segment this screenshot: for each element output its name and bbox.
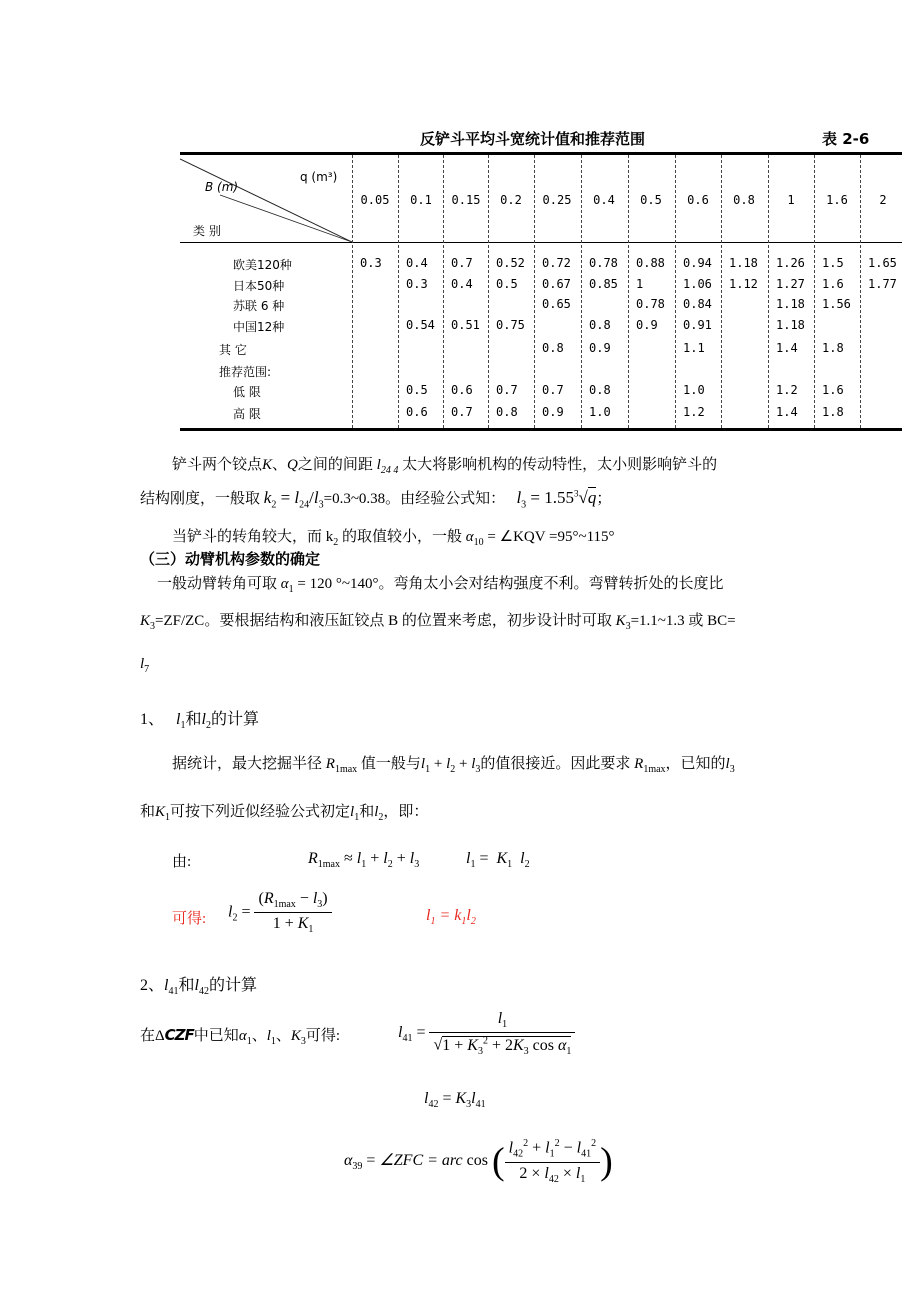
- column-header: 0.5: [640, 193, 662, 207]
- table-cell: 1.6: [822, 383, 844, 397]
- table-cell: 1: [636, 277, 644, 291]
- column-header: 0.05: [360, 193, 390, 207]
- column-header: 1: [787, 193, 795, 207]
- table-cell: 0.91: [683, 318, 712, 332]
- table-cell: 0.94: [683, 256, 712, 270]
- heading-2: 2、$l_{41}$和$l_{42}$的计算: [140, 977, 257, 998]
- table-cell: 0.78: [589, 256, 618, 270]
- column-header: 0.25: [542, 193, 572, 207]
- table-cell: 0.9: [636, 318, 658, 332]
- table-cell: 0.51: [451, 318, 480, 332]
- paragraph-7: 据统计，最大挖掘半径 $R_{1max}$ 值一般与$l_1 + l_2 + l_3$的值很接近。因此要求 $R_{1max}$，已知的$l_3$: [172, 756, 735, 775]
- paragraph-5: $K_3=ZF/ZC$。要根据结构和液压缸铰点 B 的位置来考虑，初步设计时可取 $K_3=1.1\sim 1.3$ 或 BC=: [140, 613, 736, 632]
- table-cell: 0.8: [589, 318, 611, 332]
- paragraph-1: 铲斗两个铰点K、Q之间的间距 $l_{24 4}$ 太大将影响机构的传动特性，太小则影响铲斗的: [172, 457, 718, 476]
- table: [0, 0, 920, 440]
- table-cell: 0.72: [542, 256, 571, 270]
- table-cell: 1.18: [776, 297, 805, 311]
- table-cell: 1.0: [589, 405, 611, 419]
- table-cell: 1.0: [683, 383, 705, 397]
- table-cell: 1.8: [822, 405, 844, 419]
- table-cell: 0.5: [406, 383, 428, 397]
- column-header: 0.6: [687, 193, 709, 207]
- row-label: 欧美120种: [233, 258, 292, 272]
- table-cell: 0.78: [636, 297, 665, 311]
- table-cell: 0.8: [589, 383, 611, 397]
- formula-r1max: $R_{1max} \approx l_1 + l_2 + l_3$: [308, 850, 420, 871]
- paragraph-8: 和$K_1$可按下列近似经验公式初定$l_1$和$l_2$，即：: [140, 804, 429, 823]
- table-cell: 1.06: [683, 277, 712, 291]
- table-cell: 0.67: [542, 277, 571, 291]
- kede-label: 可得:: [172, 911, 207, 927]
- formula-l41: $l_{41}$ = $\frac{l_1}{√1 + K_3^2 + 2K_3 \cos \alpha_1}$: [398, 1010, 575, 1057]
- table-cell: 0.7: [451, 405, 473, 419]
- paragraph-9: 在ΔCZF中已知$\alpha_1$、$l_1$、$K_3$可得:: [140, 1026, 341, 1047]
- table-cell: 0.7: [496, 383, 518, 397]
- table-cell: 1.27: [776, 277, 805, 291]
- paragraph-3: 当铲斗的转角较大，而 $k_2$ 的取值较小，一般 $\alpha_{10}$ = ∠KQV =95°~115°: [172, 529, 615, 548]
- corner-top: q (m³): [300, 170, 338, 184]
- you-label: 由:: [172, 854, 192, 870]
- row-label: 低 限: [233, 385, 261, 399]
- paragraph-6: $l_7$: [140, 656, 150, 675]
- table-title: 反铲斗平均斗宽统计值和推荐范围: [420, 130, 646, 148]
- table-header-rule: [180, 242, 902, 243]
- table-cell: 0.9: [542, 405, 564, 419]
- heading-1: 1、 $l_1$和$l_2$的计算: [140, 711, 259, 732]
- table-cell: 1.2: [776, 383, 798, 397]
- table-cell: 0.52: [496, 256, 525, 270]
- table-cell: 1.1: [683, 341, 705, 355]
- table-cell: 0.54: [406, 318, 435, 332]
- row-label: 其 它: [219, 343, 247, 357]
- table-cell: 1.65: [868, 256, 897, 270]
- table-cell: 0.84: [683, 297, 712, 311]
- table-cell: 1.12: [729, 277, 758, 291]
- table-cell: 1.6: [822, 277, 844, 291]
- table-cell: 0.88: [636, 256, 665, 270]
- table-cell: 0.7: [451, 256, 473, 270]
- table-number: 表 2-6: [822, 130, 870, 148]
- row-label: 苏联 6 种: [233, 299, 285, 313]
- table-cell: 0.4: [406, 256, 428, 270]
- column-header: 0.4: [593, 193, 615, 207]
- paragraph-4: 一般动臂转角可取 $\alpha_1 = 120$ °~140°。弯角太小会对结构强度不利。弯臂转折处的长度比: [157, 576, 724, 595]
- column-header: 0.8: [733, 193, 755, 207]
- table-cell: 0.8: [496, 405, 518, 419]
- table-cell: 0.65: [542, 297, 571, 311]
- row-label: 高 限: [233, 407, 261, 421]
- column-header: 1.6: [826, 193, 848, 207]
- table-cell: 1.77: [868, 277, 897, 291]
- table-cell: 0.8: [542, 341, 564, 355]
- table-cell: 1.8: [822, 341, 844, 355]
- table-cell: 1.56: [822, 297, 851, 311]
- table-cell: 0.7: [542, 383, 564, 397]
- table-cell: 0.6: [451, 383, 473, 397]
- table-cell: 0.85: [589, 277, 618, 291]
- formula-l42: $l_{42} = K_3l_{41}$: [424, 1090, 486, 1111]
- table-cell: 0.6: [406, 405, 428, 419]
- table-cell: 1.18: [729, 256, 758, 270]
- table-cell: 1.5: [822, 256, 844, 270]
- column-header: 0.1: [410, 193, 432, 207]
- formula-l1-red: $l_1 = k_1l_2$: [426, 907, 476, 928]
- table-cell: 0.4: [451, 277, 473, 291]
- table-cell: 1.18: [776, 318, 805, 332]
- table-bottom-rule: [180, 428, 902, 431]
- table-cell: 1.4: [776, 341, 798, 355]
- corner-bottom: 类 别: [193, 224, 221, 238]
- table-cell: 1.2: [683, 405, 705, 419]
- column-header: 0.15: [451, 193, 481, 207]
- table-cell: 1.4: [776, 405, 798, 419]
- section-3-heading: （三）动臂机构参数的确定: [140, 550, 321, 568]
- table-cell: 0.3: [360, 256, 382, 270]
- column-header: 0.2: [500, 193, 522, 207]
- corner-mid: B (m): [205, 180, 239, 194]
- formula-l1: $l_1 = K_1$ $l_2$: [466, 850, 530, 871]
- paragraph-2: 结构刚度，一般取 $k_2$ = $l_{24}/l_3=0.3\sim 0.38$。由经验公式知： $l_3 = 1.55^3√q$；: [140, 488, 612, 511]
- row-label: 推荐范围:: [219, 365, 272, 379]
- formula-alpha39: $\alpha_{39}$ = ∠ZFC = arc cos ( $\frac{l_{42}^2 + l_1^2 - l_{41}^2}{2 \times l_{42} \times l_1}$ ): [344, 1138, 613, 1185]
- column-header: 2: [879, 193, 887, 207]
- row-label: 日本50种: [233, 279, 285, 293]
- table-cell: 0.75: [496, 318, 525, 332]
- formula-l2: $l_2$ = $\frac{(R_{1max} - l_3)}{1 + K_1}$: [228, 890, 332, 935]
- table-cell: 0.5: [496, 277, 518, 291]
- table-cell: 0.3: [406, 277, 428, 291]
- table-cell: 1.26: [776, 256, 805, 270]
- table-cell: 0.9: [589, 341, 611, 355]
- row-label: 中国12种: [233, 320, 285, 334]
